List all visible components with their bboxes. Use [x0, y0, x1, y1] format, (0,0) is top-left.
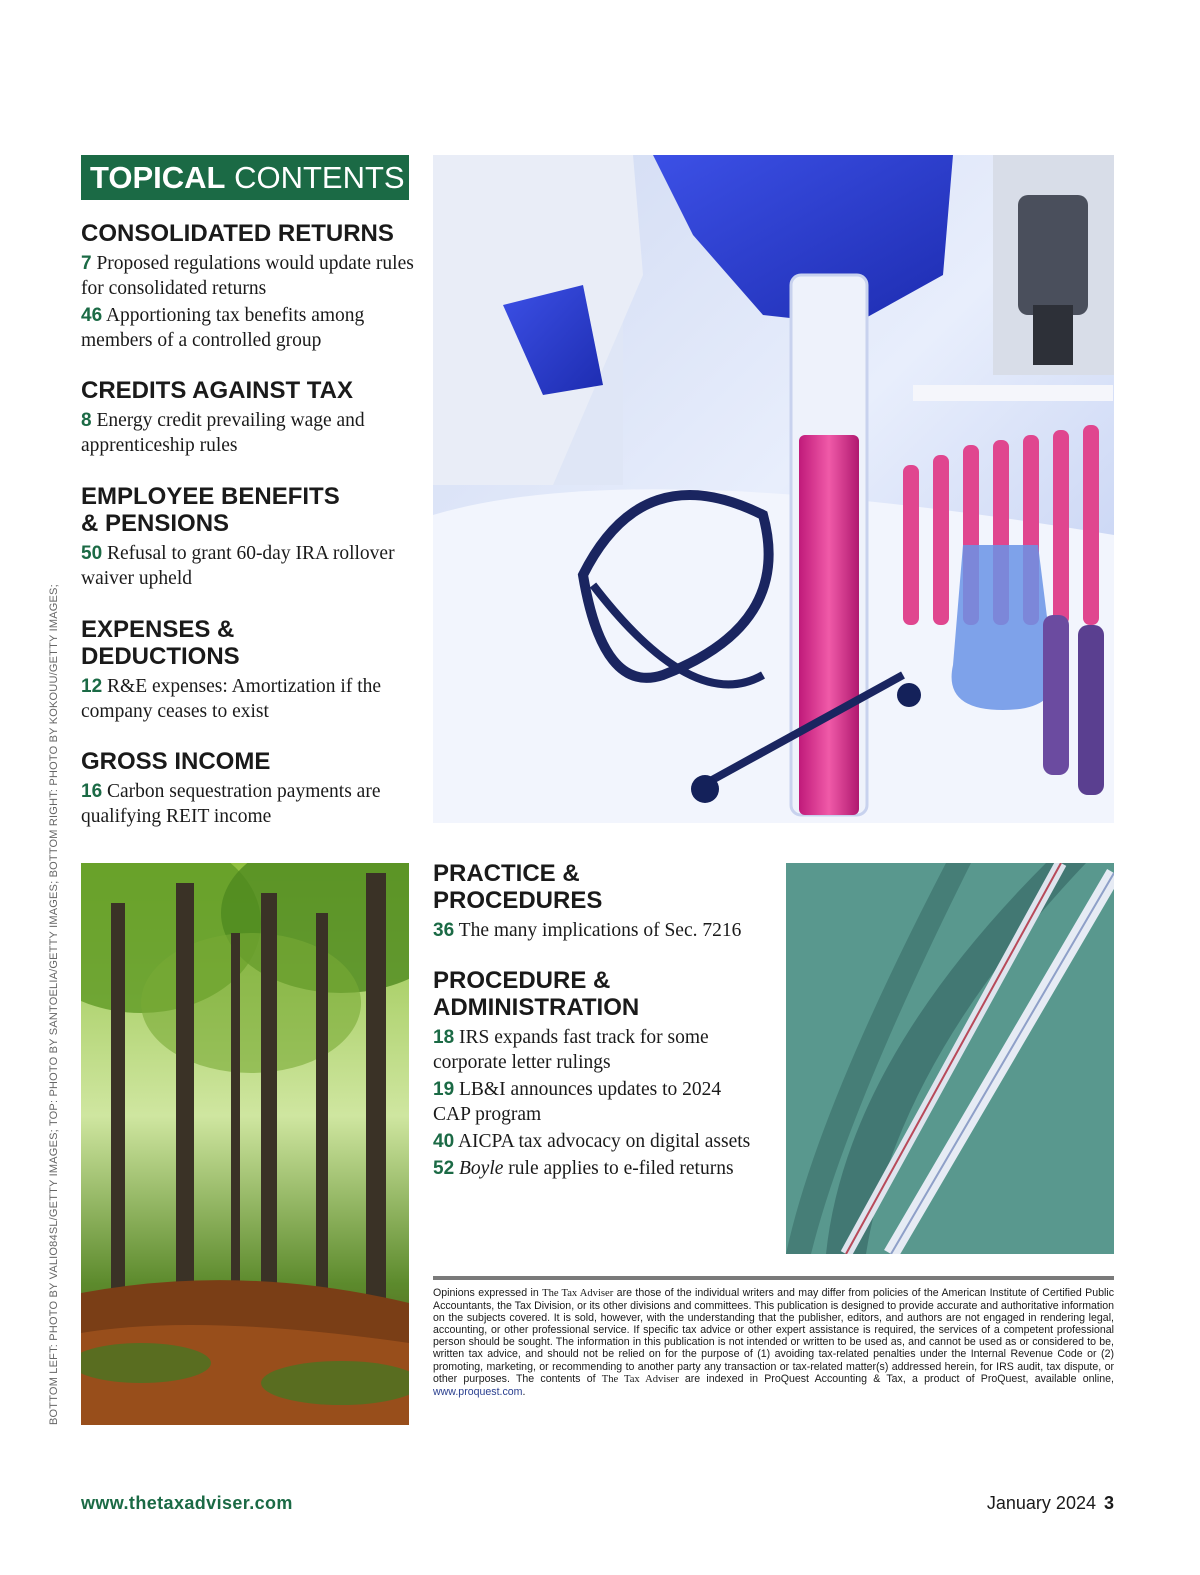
section-credits-against-tax — [81, 377, 416, 460]
section-expenses-deductions — [81, 616, 416, 726]
photo-credit: BOTTOM LEFT: PHOTO BY VALIO84SL/GETTY IMAGES; TOP: PHOTO BY SANTOELIA/GETTY IMAGES; BOTTOM RIGHT: PHOTO BY KOKOUU/GETTY IMAGES; — [48, 584, 60, 1425]
section-procedure-administration — [433, 967, 763, 1183]
page-number: 16 — [81, 781, 103, 802]
section-heading: CONSOLIDATED RETURNS — [81, 220, 394, 247]
page-number: 46 — [81, 305, 103, 326]
disclaimer-divider — [433, 1276, 1114, 1280]
page-number: 50 — [81, 543, 103, 564]
section-heading: PRACTICE & PROCEDURES — [433, 860, 603, 914]
toc-entry[interactable] — [81, 251, 416, 301]
section-gross-income — [81, 748, 416, 831]
entry-title: Carbon sequestration payments are qualifying REIT income — [81, 781, 381, 827]
publication-name: The Tax Adviser — [542, 1288, 614, 1299]
entry-title: Energy credit prevailing wage and apprenticeship rules — [81, 410, 365, 456]
section-heading: EXPENSES & DEDUCTIONS — [81, 616, 240, 670]
forest-photo-illustration — [81, 863, 409, 1425]
toc-entry[interactable] — [433, 1156, 763, 1181]
page-number: 18 — [433, 1027, 455, 1048]
banner-bold: TOPICAL — [90, 160, 226, 195]
publication-name: The Tax Adviser — [601, 1373, 679, 1385]
section-heading: CREDITS AGAINST TAX — [81, 377, 354, 404]
bridge-photo — [786, 863, 1114, 1254]
entry-title: AICPA tax advocacy on digital assets — [457, 1131, 751, 1152]
page-number: 52 — [433, 1158, 455, 1179]
entry-title: Refusal to grant 60-day IRA rollover waiver upheld — [81, 543, 395, 589]
bridge-photo-illustration — [786, 863, 1114, 1254]
section-heading: PROCEDURE & ADMINISTRATION — [433, 967, 640, 1021]
issue-date: January 2024 — [986, 1493, 1096, 1513]
footer-date-page — [987, 1493, 1114, 1514]
lab-photo-illustration — [433, 155, 1114, 823]
entry-title: LB&I announces updates to 2024 CAP program — [433, 1079, 722, 1125]
section-employee-benefits — [81, 483, 416, 593]
toc-entry[interactable] — [81, 303, 416, 353]
disclaimer-part: Opinions expressed in — [433, 1287, 543, 1299]
toc-entry[interactable] — [433, 1025, 763, 1075]
page-number: 12 — [81, 676, 103, 697]
entry-title: Apportioning tax benefits among members of a controlled group — [81, 305, 365, 351]
toc-entry[interactable] — [81, 779, 416, 829]
toc-entry[interactable] — [81, 541, 416, 591]
entry-title: Proposed regulations would update rules for consolidated returns — [81, 253, 414, 299]
entry-title: rule applies to e-filed returns — [503, 1158, 734, 1179]
disclaimer-part: . — [522, 1385, 526, 1398]
page-number: 7 — [81, 253, 92, 274]
toc-entry[interactable] — [433, 1077, 763, 1127]
entry-title: R&E expenses: Amortization if the company ceases to exist — [81, 676, 382, 722]
banner-rest: CONTENTS — [225, 160, 405, 195]
section-consolidated-returns — [81, 220, 416, 355]
section-heading: EMPLOYEE BENEFITS & PENSIONS — [81, 483, 340, 537]
page-number: 36 — [433, 920, 455, 941]
page-number-footer: 3 — [1103, 1493, 1114, 1513]
page-number: 40 — [433, 1131, 455, 1152]
page-number: 8 — [81, 410, 92, 431]
entry-title: The many implications of Sec. 7216 — [458, 920, 742, 941]
toc-entry[interactable] — [433, 918, 773, 943]
toc-entry[interactable] — [81, 408, 416, 458]
topical-contents-banner — [81, 155, 409, 200]
page-number: 19 — [433, 1079, 455, 1100]
toc-entry[interactable] — [81, 674, 416, 724]
footer-url[interactable]: www.thetaxadviser.com — [81, 1493, 293, 1513]
disclaimer-part: are those of the individual writers and may differ from policies of the American Institute of Certified Public Accountants, the Tax Division, or its other divisions and committees. This publication is designed to provide accurate and authoritative information on the subjects covered. It is sold, however, with the understanding that the publisher, editors, and authors are not engaged in rendering legal, accounting, or other professional service. If specific tax advice or other expert assistance is required, the services of a competent professional person should be sought. The information in this publication is not intended or written to be used as, and cannot be used as or considered to be, written tax advice, and should not be relied on for the purpose of (1) avoiding tax-related penalties under the Internal Revenue Code or (2) promoting, marketing, or recommending to another party any transaction or tax-related matter(s) addressed herein, for IRS audit, tax dispute, or other purposes. The contents of — [433, 1287, 1115, 1385]
section-practice-procedures — [433, 860, 773, 945]
forest-photo — [81, 863, 409, 1425]
entry-title: IRS expands fast track for some corporate letter rulings — [433, 1027, 709, 1073]
disclaimer-text — [433, 1287, 1114, 1398]
lab-photo — [433, 155, 1114, 823]
entry-title-italic: Boyle — [459, 1158, 504, 1179]
section-heading: GROSS INCOME — [81, 748, 271, 775]
proquest-link[interactable]: www.proquest.com — [433, 1385, 523, 1398]
disclaimer-part: are indexed in ProQuest Accounting & Tax, a product of ProQuest, available online, — [678, 1372, 1114, 1385]
toc-entry[interactable] — [433, 1129, 763, 1154]
